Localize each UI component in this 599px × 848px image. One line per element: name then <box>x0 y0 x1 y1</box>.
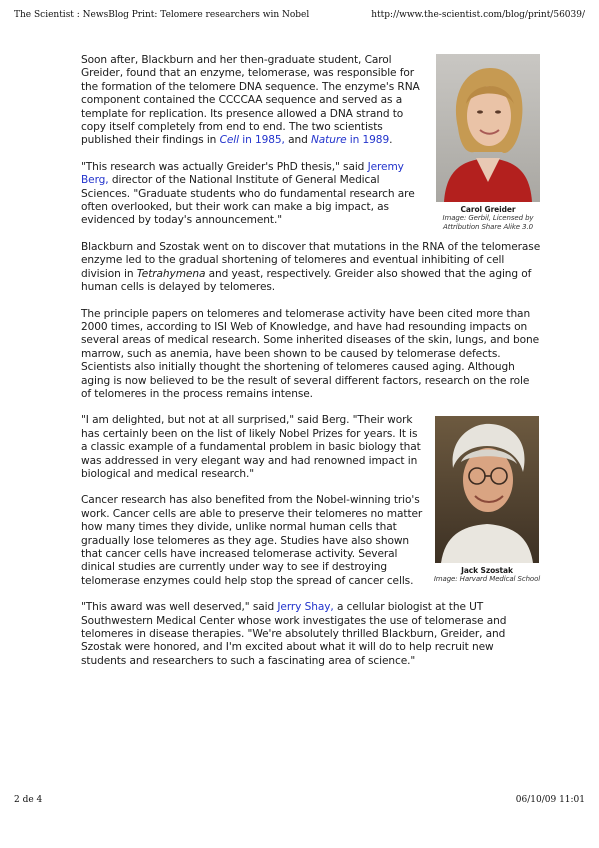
caption-credit: Image: Harvard Medical School <box>433 575 541 584</box>
paragraph-5: "I am delighted, but not at all surprised," said Berg. "Their work has certainly been on the list of likely Nobel Prizes for years. It is a classic example of a fundamental problem in basic biology that was addressed in very elegant way and had renowned impact in biological and medical research." <box>81 414 421 480</box>
jack-szostak-photo <box>435 416 539 563</box>
figure-jack-szostak <box>433 416 541 584</box>
caption-name: Jack Szostak <box>461 566 513 576</box>
paragraph-7: "This award was well deserved," said Jerry Shay, a cellular biologist at the UT Southwestern Medical Center whose work investigates the use of telomerase and telomeres in disease therapies. "We're absolutely thrilled Blackburn, Greider, and Szostak were honored, and I'm excited about what it will do to help recruit new students and researchers to such a fascinating area of science." <box>81 601 507 667</box>
print-header-url: http://www.the-scientist.com/blog/print/56039/ <box>371 10 585 20</box>
carol-greider-photo <box>436 54 540 202</box>
paragraph-4: The principle papers on telomeres and telomerase activity have been cited more than 2000 times, according to ISI Web of Knowledge, and have had resounding impacts on several areas of medical research. Some inherited diseases of the skin, lungs, and bone marrow, such as anemia, have been shown to be caused by telomerase defects. Scientists also initially thought the shortening of telomeres caused aging. Although aging is now believed to be the result of several different factors, research on the role of telomeres in the process remains intense. <box>81 307 540 400</box>
link-jeremy-berg[interactable]: Jeremy Berg, <box>81 160 404 187</box>
link-jerry-shay[interactable]: Jerry Shay, <box>277 601 334 614</box>
print-header-title: The Scientist : NewsBlog Print: Telomere researchers win Nobel <box>14 10 310 20</box>
link-cell-1985[interactable]: Cell in 1985, <box>219 134 285 147</box>
paragraph-3: Blackburn and Szostak went on to discover that mutations in the RNA of the telomerase enzyme led to the gradual shortening of telomeres and eventual inhibiting of cell division in Tetrahymena and yeast, respectively. Greider also showed that the aging of human cells is delayed by telomeres. <box>81 240 541 294</box>
paragraph-1: Soon after, Blackburn and her then-graduate student, Carol Greider, found that an enzyme, telomerase, was responsible for the formation of the telomere DNA sequence. The enzyme's RNA component contained the CCCCAA sequence and served as a template for replication. Its presence allowed a DNA strand to copy itself completely from end to end. The two scientists published their findings in Cell in 1985, and Nature in 1989. <box>81 54 420 147</box>
figure-carol-greider <box>435 54 541 231</box>
paragraph-2: "This research was actually Greider's PhD thesis," said Jeremy Berg, director of the National Institute of General Medical Sciences. "Graduate students who do fundamental research are often overlooked, but their work can make a big impact, as evidenced by today's announcement." <box>81 160 415 227</box>
print-footer-datetime: 06/10/09 11:01 <box>515 795 585 805</box>
caption-credit: Image: Gerbil, Licensed by Attribution Share Alike 3.0 <box>442 214 534 231</box>
link-nature-1989[interactable]: Nature in 1989 <box>310 134 390 147</box>
article-body <box>81 54 541 681</box>
print-footer-page: 2 de 4 <box>14 795 43 805</box>
paragraph-6: Cancer research has also benefited from the Nobel-winning trio's work. Cancer cells are able to preserve their telomeres no matter how many times they divide, unlike normal human cells that gradually lose telomeres as they age. Studies have also shown that cancer cells have increased telomerase activity. Several dinical studies are currently under way to see if destroying telomerase enzymes could help stop the spread of cancer cells. <box>81 494 423 587</box>
caption-name: Carol Greider <box>460 205 516 214</box>
